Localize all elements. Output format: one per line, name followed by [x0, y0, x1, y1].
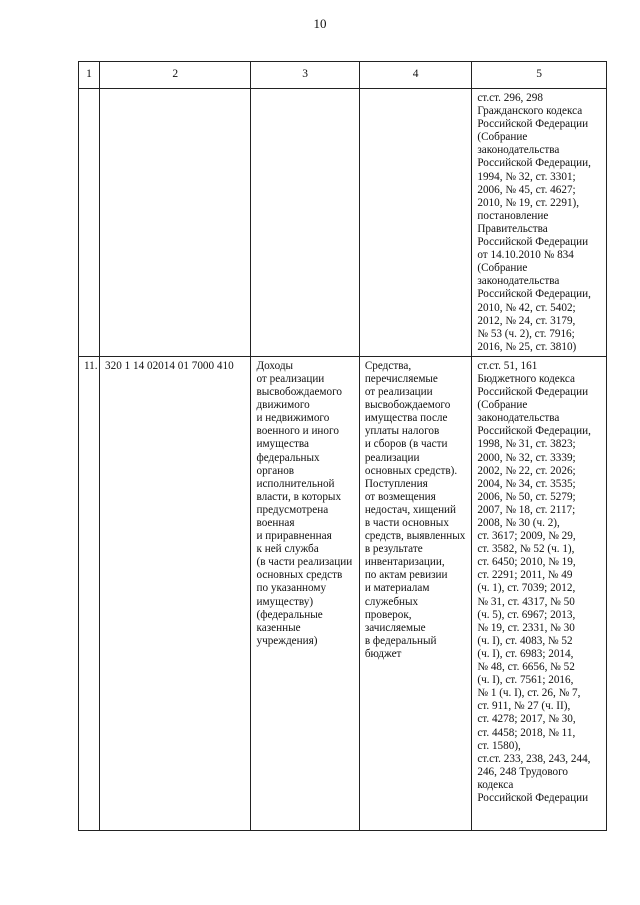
text-line: Средства, [364, 359, 412, 372]
text-line: высвобождаемого [364, 399, 451, 412]
text-line: федеральных [256, 451, 320, 464]
text-line: и недвижимого [256, 412, 330, 425]
text-line: бюджет [364, 647, 402, 660]
text-line: № 31, ст. 4317, № 50 [477, 595, 575, 608]
text-line: в части основных [364, 517, 449, 529]
text-line: 2010, № 19, ст. 2291), [477, 196, 580, 209]
text-line: ст.ст. 233, 238, 243, 244, [477, 752, 591, 765]
table-header-row [79, 62, 607, 89]
text-line: Российской Федерации [477, 386, 589, 399]
row-number-cell [79, 89, 100, 357]
text-line: 1994, № 32, ст. 3301; [477, 170, 576, 183]
text-line: ст. 2291; 2011, № 49 [477, 569, 573, 582]
text-line: 2006, № 45, ст. 4627; [477, 183, 576, 196]
text-line: 2007, № 18, ст. 2117; [477, 503, 576, 516]
text-line: ст.ст. 51, 161 [477, 359, 538, 372]
text-line: от реализации [364, 386, 433, 399]
text-line: кодекса [477, 778, 514, 791]
text-line: 2010, № 42, ст. 5402; [477, 301, 576, 314]
text-line: Российской Федерации [477, 118, 589, 131]
text-line: движимого [256, 399, 310, 412]
row-number-cell: 11. [79, 356, 100, 830]
text-line: и приравненная [256, 530, 332, 543]
text-line: казенные [256, 621, 301, 634]
text-line: ст. 6450; 2010, № 19, [477, 556, 576, 569]
text-line: № 53 (ч. 2), ст. 7916; [477, 327, 575, 340]
header-cell-1: 1 [79, 62, 100, 89]
text-line: ст. 4458; 2018, № 11, [477, 726, 576, 739]
text-line: исполнительной [256, 477, 335, 490]
text-line: к ней служба [256, 543, 319, 556]
legal-basis-cell [472, 356, 607, 830]
text-line: (ч. I), ст. 4083, № 52 [477, 634, 573, 647]
text-line: постановление [477, 209, 549, 222]
text-line: военная [256, 517, 295, 529]
text-line: № 1 (ч. I), ст. 26, № 7, [477, 687, 581, 700]
text-line: законодательства [477, 412, 560, 425]
text-line: 2006, № 50, ст. 5279; [477, 490, 576, 503]
text-line: ст. 3582, № 52 (ч. 1), [477, 543, 575, 556]
text-line: (ч. I), ст. 6983; 2014, [477, 647, 574, 660]
text-line: Правительства [477, 222, 548, 235]
text-line: основных средств). [364, 464, 458, 477]
text-line: (ч. 1), ст. 7039; 2012, [477, 582, 576, 595]
name-cell [251, 89, 359, 357]
text-line: в результате [364, 543, 423, 556]
text-line: (Собрание [477, 262, 528, 275]
text-line: законодательства [477, 144, 560, 157]
header-cell-3: 3 [251, 62, 359, 89]
text-line: недостач, хищений [364, 503, 457, 516]
text-line: реализации [364, 451, 420, 464]
text-line: 2002, № 22, ст. 2026; [477, 464, 576, 477]
text-line: Российской Федерации [477, 236, 589, 249]
page-number: 10 [313, 16, 327, 31]
text-line: военного и иного [256, 425, 339, 438]
text-line: Российской Федерации, [477, 288, 591, 301]
text-line: (Собрание [477, 131, 528, 144]
text-line: 2004, № 34, ст. 3535; [477, 477, 576, 490]
code-cell [100, 89, 251, 357]
legal-basis-cell [472, 89, 607, 357]
text-line: Поступления [364, 477, 428, 490]
text-line: по указанному [256, 582, 327, 595]
text-line: ст. 1580), [477, 739, 521, 752]
document-table [78, 61, 607, 831]
text-line: имущества после [364, 412, 448, 425]
text-line: имуществу) [256, 595, 314, 608]
text-line: 2000, № 32, ст. 3339; [477, 451, 576, 464]
text-line: проверок, [364, 608, 412, 621]
text-line: 2016, № 25, ст. 3810) [477, 340, 577, 353]
text-line: (в части реализации [256, 556, 353, 569]
text-line: № 48, ст. 6656, № 52 [477, 661, 575, 674]
text-line: имущества [256, 438, 309, 451]
text-line: от реализации [256, 372, 325, 385]
text-line: Российской Федерации [477, 791, 589, 804]
code-cell: 320 1 14 02014 01 7000 410 [100, 356, 251, 830]
text-line: органов [256, 464, 295, 477]
text-line: Гражданского кодекса [477, 105, 583, 118]
text-line: (ч. 5), ст. 6967; 2013, [477, 608, 576, 621]
text-line: (Собрание [477, 399, 528, 412]
text-line: предусмотрена [256, 503, 329, 516]
text-line: от возмещения [364, 490, 436, 503]
text-line: ст. 911, № 27 (ч. II), [477, 700, 571, 713]
text-line: Бюджетного кодекса [477, 372, 575, 385]
text-line: власти, в которых [256, 490, 342, 503]
text-line: Доходы [256, 359, 294, 372]
text-line: 2008, № 30 (ч. 2), [477, 517, 560, 529]
text-line: № 19, ст. 2331, № 30 [477, 621, 575, 634]
table-row [79, 356, 607, 830]
text-line: по актам ревизии [364, 569, 448, 582]
description-cell [359, 89, 472, 357]
text-line: Российской Федерации, [477, 157, 591, 170]
text-line: Российской Федерации, [477, 425, 591, 438]
header-cell-5: 5 [472, 62, 607, 89]
text-line: служебных [364, 595, 419, 608]
text-line: от 14.10.2010 № 834 [477, 249, 574, 262]
text-line: ст.ст. 296, 298 [477, 92, 543, 104]
text-line: уплаты налогов [364, 425, 440, 438]
text-line: высвобождаемого [256, 386, 342, 399]
table-row [79, 89, 607, 357]
text-line: ст. 3617; 2009, № 29, [477, 530, 576, 543]
text-line: ст. 4278; 2017, № 30, [477, 713, 576, 726]
text-line: перечисляемые [364, 372, 438, 385]
text-line: 1998, № 31, ст. 3823; [477, 438, 576, 451]
text-line: зачисляемые [364, 621, 426, 634]
text-line: основных средств [256, 569, 343, 582]
text-line: инвентаризации, [364, 556, 445, 569]
text-line: учреждения) [256, 634, 318, 647]
text-line: (федеральные [256, 608, 323, 621]
text-line: в федеральный [364, 634, 437, 647]
description-cell [359, 356, 472, 830]
text-line: законодательства [477, 275, 560, 288]
text-line: и сборов (в части [364, 438, 448, 451]
text-line: и материалам [364, 582, 430, 595]
text-line: средств, выявленных [364, 530, 466, 543]
text-line: 2012, № 24, ст. 3179, [477, 314, 576, 327]
header-cell-2: 2 [100, 62, 251, 89]
header-cell-4: 4 [359, 62, 472, 89]
name-cell [251, 356, 359, 830]
text-line: 246, 248 Трудового [477, 765, 569, 778]
text-line: (ч. I), ст. 7561; 2016, [477, 674, 574, 687]
